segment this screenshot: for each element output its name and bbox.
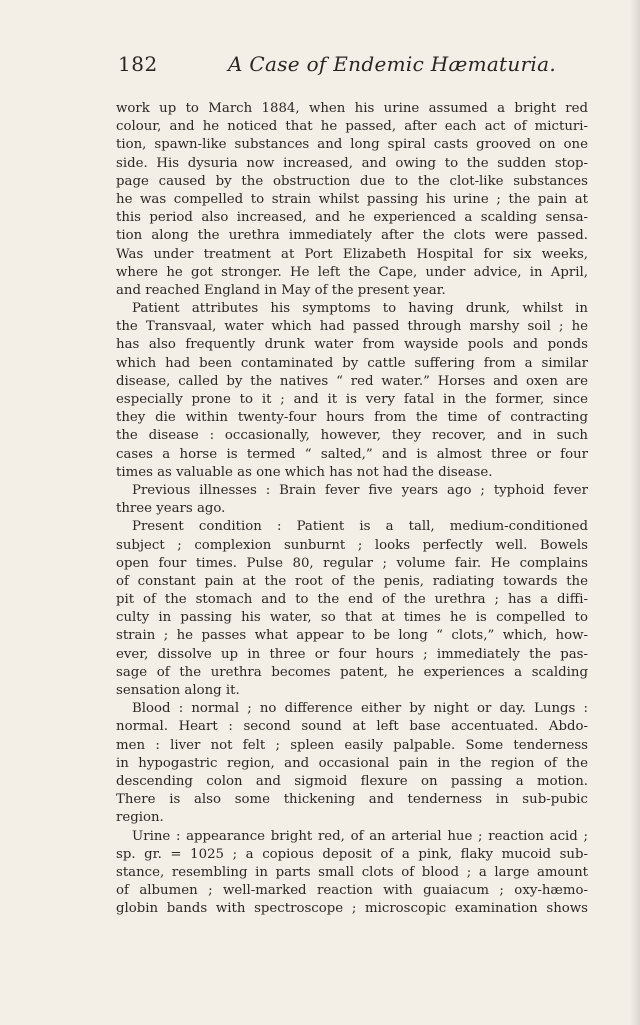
text-line: side. His dysuria now increased, and owing to the sudden stop- [116, 155, 588, 171]
text-line: tion, spawn-like substances and long spiral casts grooved on one [116, 137, 588, 153]
text-line: There is also some thickening and tenderness in sub-pubic [116, 792, 588, 808]
text-line: in hypogastric region, and occasional pain in the region of the [116, 755, 588, 771]
text-line: page caused by the obstruction due to the clot-like substances [116, 173, 588, 189]
text-line: strain ; he passes what appear to be long “ clots,” which, how- [116, 628, 588, 644]
text-line: sage of the urethra becomes patent, he experiences a scalding [116, 664, 588, 680]
text-line: disease, called by the natives “ red water.” Horses and oxen are [116, 373, 588, 389]
text-line: this period also increased, and he experienced a scalding sensa- [116, 210, 588, 226]
text-line: Was under treatment at Port Elizabeth Hospital for six weeks, [116, 246, 588, 262]
text-line: men : liver not felt ; spleen easily palpable. Some tenderness [116, 737, 588, 753]
text-line: Blood : normal ; no difference either by night or day. Lungs : [132, 701, 588, 717]
text-line: tion along the urethra immediately after the clots were passed. [116, 228, 588, 244]
page-number: 182 [118, 52, 158, 76]
text-line: the Transvaal, water which had passed through marshy soil ; he [116, 319, 588, 335]
text-line: three years ago. [116, 501, 226, 517]
text-line: work up to March 1884, when his urine assumed a bright red [116, 101, 588, 116]
text-line: sensation along it. [116, 683, 240, 698]
text-line: has also frequently drunk water from wayside pools and ponds [116, 337, 588, 353]
text-line: times as valuable as one which has not had the disease. [116, 464, 493, 480]
text-line: region. [116, 810, 164, 826]
running-title: A Case of Endemic Hæmaturia. [228, 52, 557, 76]
text-line: culty in passing his water, so that at times he is compelled to [116, 610, 588, 626]
text-line: where he got stronger. He left the Cape, under advice, in April, [116, 264, 588, 280]
text-line: globin bands with spectroscope ; microscopic examination shows [116, 901, 588, 917]
text-line: open four times. Pulse 80, regular ; volume fair. He complains [116, 555, 588, 571]
text-line: the disease : occasionally, however, they recover, and in such [116, 428, 588, 444]
text-line: subject ; complexion sunburnt ; looks perfectly well. Bowels [116, 537, 588, 553]
text-line: he was compelled to strain whilst passing his urine ; the pain at [116, 191, 588, 207]
text-line: Previous illnesses : Brain fever five years ago ; typhoid fever [132, 482, 588, 498]
text-line: and reached England in May of the present year. [116, 282, 446, 298]
text-line: Patient attributes his symptoms to having drunk, whilst in [132, 301, 588, 317]
text-line: pit of the stomach and to the end of the urethra ; has a diffi- [116, 592, 588, 608]
text-line: which had been contaminated by cattle suffering from a similar [116, 355, 588, 371]
text-line: normal. Heart : second sound at left base accentuated. Abdo- [116, 719, 588, 735]
text-line: they die within twenty-four hours from the time of contracting [116, 410, 588, 426]
text-line: stance, resembling in parts small clots of blood ; a large amount [116, 864, 588, 880]
text-line: Present condition : Patient is a tall, medium-conditioned [132, 519, 588, 535]
text-line: sp. gr. = 1025 ; a copious deposit of a pink, flaky mucoid sub- [116, 846, 588, 862]
text-line: Urine : appearance bright red, of an arterial hue ; reaction acid ; [132, 828, 588, 844]
page-edge-shadow [630, 0, 640, 1025]
text-line: ever, dissolve up in three or four hours ; immediately the pas- [116, 646, 588, 662]
text-line: cases a horse is termed “ salted,” and is almost three or four [116, 446, 588, 462]
text-line: especially prone to it ; and it is very fatal in the former, since [116, 392, 588, 407]
page-header [0, 52, 640, 82]
body-text [116, 100, 588, 918]
text-line: of constant pain at the root of the penis, radiating towards the [116, 573, 588, 589]
text-line: colour, and he noticed that he passed, after each act of micturi- [116, 119, 588, 135]
text-line: descending colon and sigmoid flexure on passing a motion. [116, 773, 588, 789]
text-line: of albumen ; well-marked reaction with guaiacum ; oxy-hæmo- [116, 883, 588, 899]
